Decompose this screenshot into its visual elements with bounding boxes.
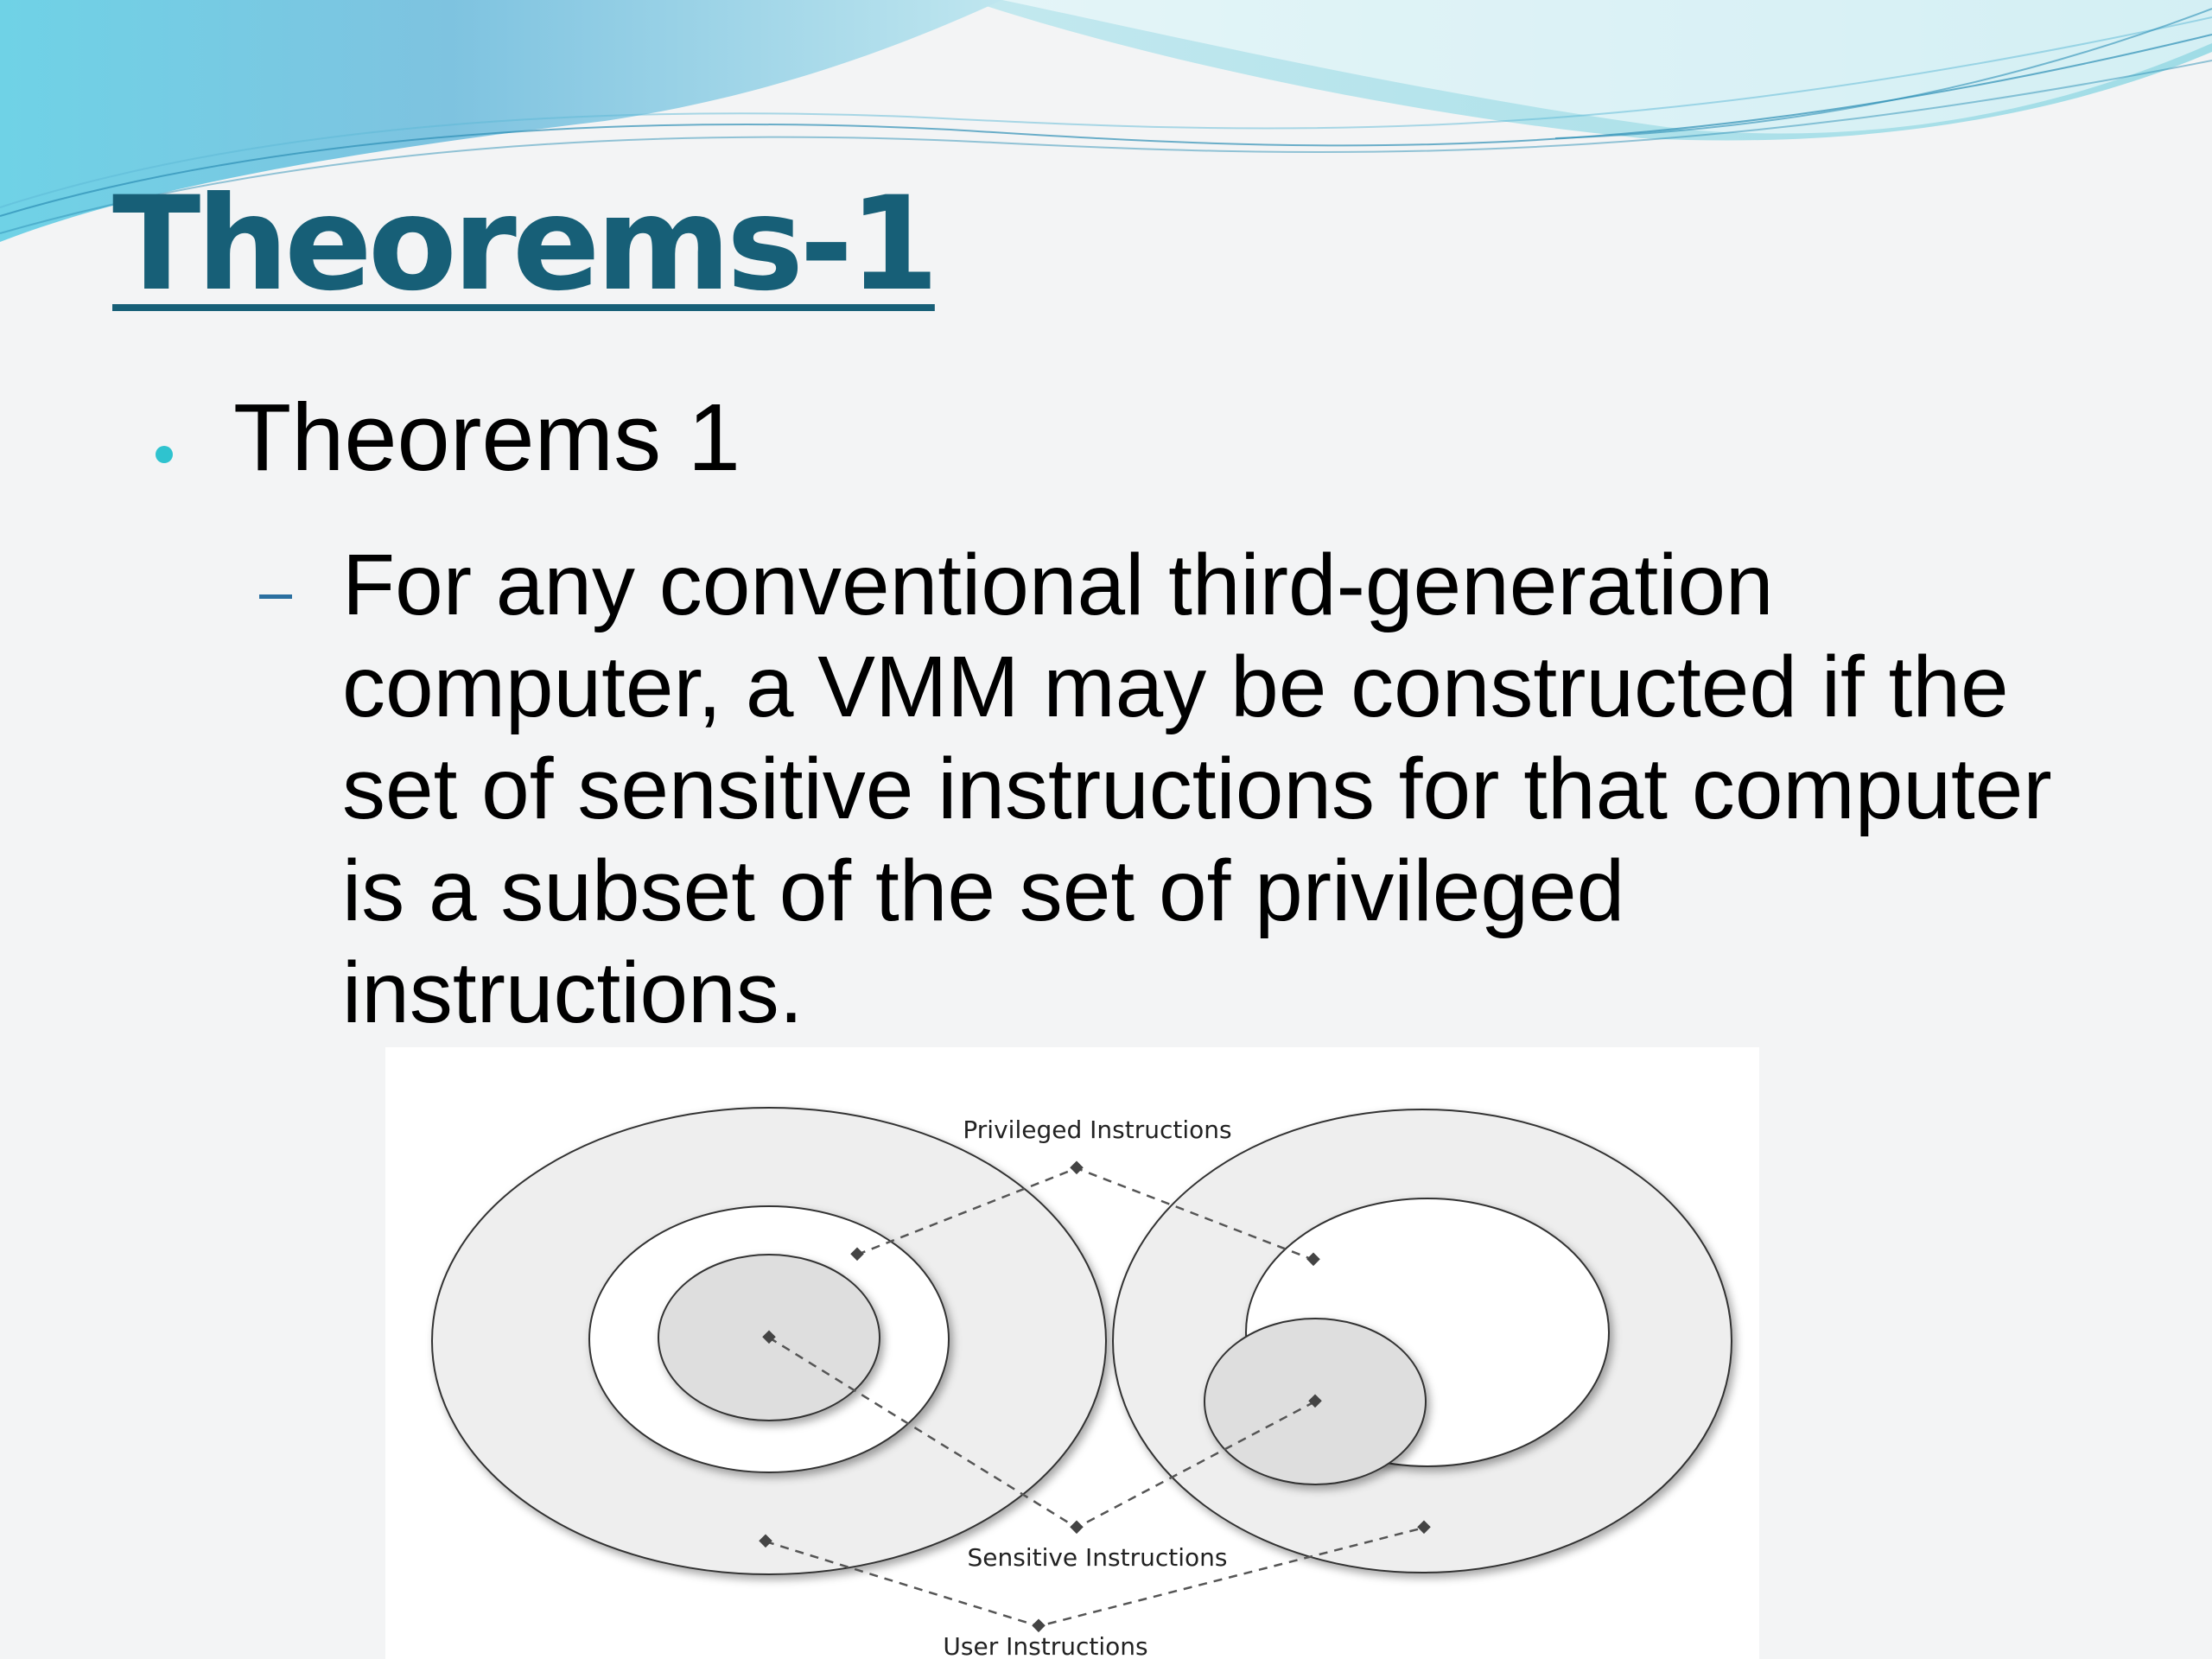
- dash-bullet-icon: [259, 594, 292, 599]
- instruction-sets-svg: [385, 1047, 1759, 1659]
- bullet-level-2: [259, 534, 2117, 1044]
- bullet-text: Theorems 1: [233, 384, 741, 491]
- sub-bullet-text: For any conventional third-generation computer, a VMM may be constructed if the set of sensitive instructions for that computer is a subset of the set of privileged instructions.: [342, 537, 2052, 1041]
- bullet-dot-icon: [156, 446, 173, 463]
- label-user-instructions: User Instructions: [943, 1632, 1148, 1659]
- bullet-level-1: [156, 377, 741, 498]
- instruction-sets-diagram: [385, 1047, 1759, 1659]
- slide-title: Theorems-1: [112, 169, 935, 320]
- label-sensitive-instructions: Sensitive Instructions: [967, 1543, 1228, 1572]
- label-privileged-instructions: Privileged Instructions: [963, 1116, 1232, 1144]
